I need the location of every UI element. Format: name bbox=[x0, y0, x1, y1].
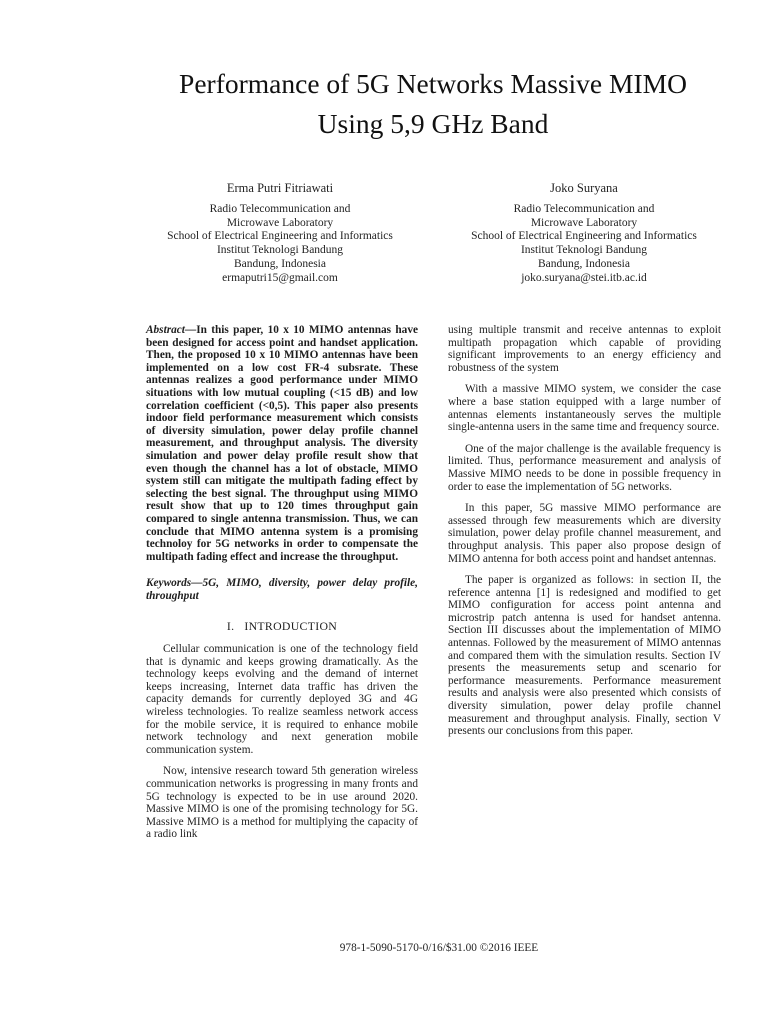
author-affiliation: Microwave Laboratory bbox=[226, 216, 334, 229]
body-paragraph: In this paper, 5G massive MIMO performance are assessed through few measurements which are diversity simulation, power delay profile channel measurement, and throughput analysis. This paper also propose design of MIMO antenna for both access point and handset antennas. bbox=[448, 502, 721, 565]
body-paragraph: One of the major challenge is the available frequency is limited. Thus, performance measurement and analysis of Massive MIMO needs to be done in possible frequency in order to ease the implementation of 5G networks. bbox=[448, 442, 721, 493]
body-paragraph: Now, intensive research toward 5th generation wireless communication networks is progressing in many fronts and 5G technology is expected to be in use around 2020. Massive MIMO is one of the promising technology for 5G. Massive MIMO is a method for multiplying the capacity of a radio link bbox=[146, 765, 418, 841]
author-email: ermaputri15@gmail.com bbox=[222, 271, 338, 284]
author-institute: Institut Teknologi Bandung bbox=[216, 244, 344, 257]
body-paragraph: With a massive MIMO system, we consider the case where a base station equipped with a large number of antennas elements instantaneously serves the multiple single-antenna users in the same time and frequency source. bbox=[448, 383, 721, 434]
author-school: School of Electrical Engineering and Informatics bbox=[471, 230, 697, 243]
author-affiliation: Microwave Laboratory bbox=[530, 216, 638, 229]
author-affiliation: Radio Telecommunication and bbox=[209, 202, 351, 215]
paper-title-line-2: Using 5,9 GHz Band bbox=[317, 108, 549, 139]
author-institute: Institut Teknologi Bandung bbox=[520, 244, 648, 257]
author-name: Erma Putri Fitriawati bbox=[226, 181, 334, 195]
author-city: Bandung, Indonesia bbox=[234, 257, 326, 270]
body-paragraph: Cellular communication is one of the technology field that is dynamic and keeps growing dramatically. As the technology keeps evolving and the demand of internet keeps increasing, Internet data traffic has driven the capacity demands for currently deployed 3G and 4G wireless technologies. To realize seamless network access for the mobile service, it is required to enhance mobile network technology and next generation mobile communication system. bbox=[146, 643, 418, 756]
paper-title bbox=[100, 64, 766, 144]
paper-title-line-1: Performance of 5G Networks Massive MIMO bbox=[179, 68, 687, 99]
author-affiliation: Radio Telecommunication and bbox=[513, 202, 655, 215]
section-heading-introduction bbox=[146, 620, 418, 633]
abstract bbox=[146, 324, 418, 563]
author-school: School of Electrical Engineering and Informatics bbox=[167, 230, 393, 243]
left-column bbox=[146, 324, 418, 850]
author-name: Joko Suryana bbox=[550, 181, 618, 195]
copyright-footer: 978-1-5090-5170-0/16/$31.00 ©2016 IEEE bbox=[339, 942, 539, 954]
author-city: Bandung, Indonesia bbox=[538, 257, 630, 270]
body-paragraph-continued: using multiple transmit and receive antennas to exploit multipath propagation which capable of providing significant improvements to an energy efficiency and robustness of the system bbox=[448, 324, 721, 374]
author-block-1 bbox=[130, 182, 430, 286]
author-email: joko.suryana@stei.itb.ac.id bbox=[521, 271, 647, 284]
section-title: INTRODUCTION bbox=[244, 619, 338, 634]
abstract-lead: Abstract bbox=[146, 324, 185, 336]
right-column bbox=[448, 324, 721, 747]
abstract-text: —In this paper, 10 x 10 MIMO antennas have been designed for access point and handset application. Then, the proposed 10 x 10 MIMO antennas have been implemented on a low cost FR-4 subsrate. These antennas realizes a good performance under MIMO situations with low mutual coupling (<15 dB) and low correlation coefficient (<0,5). This paper also presents indoor field performance measurement which consists of diversity simulation, power delay profile channel measurement, and throughput analysis. The diversity simulation and power delay profile result show that even though the channel has a lot of obstacle, MIMO system still can mitigate the multipath fading effect by selecting the best signal. The throughput using MIMO result show that up to 120 times throughput gain compared to single antenna transmission. Thus, we can conclude that MIMO antenna system is a promising technoloy for 5G networks in order to compensate the multipath fading effect and increase the throughput. bbox=[146, 324, 418, 563]
author-block-2 bbox=[434, 182, 734, 286]
body-paragraph: The paper is organized as follows: in section II, the reference antenna [1] is redesigned and modified to get MIMO configuration for access point antenna and microstrip patch antenna is used for handset antenna. Section III discusses about the implementation of MIMO antennas. Followed by the measurement of MIMO antennas and compared them with the simulation results. Section IV presents the measurements setup and scenario for performance measurements. Performance measurement results and analysis were also presented which consists of diversity simulation, power delay profile channel measurement and throughput analysis. Finally, section V presents our conclusions from this paper. bbox=[448, 574, 721, 738]
keywords: Keywords—5G, MIMO, diversity, power delay profile, throughput bbox=[146, 577, 418, 602]
section-number: I. bbox=[226, 619, 235, 634]
